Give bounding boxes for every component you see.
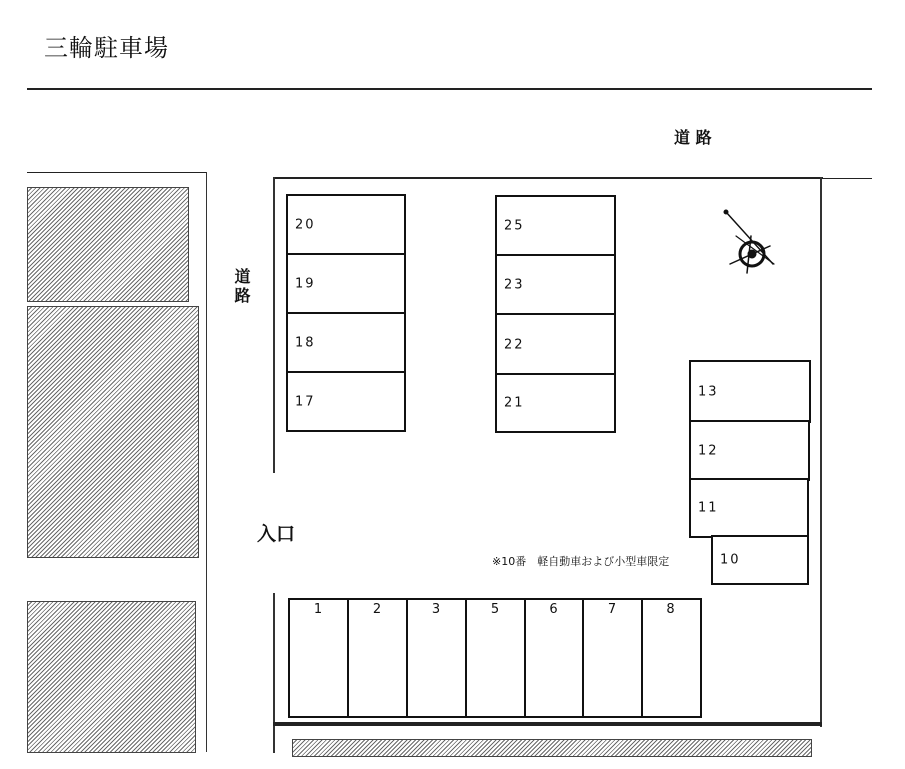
parking-space[interactable] [286, 371, 406, 432]
parking-space[interactable] [286, 194, 406, 256]
parking-space[interactable] [689, 420, 810, 481]
space-number: 11 [698, 500, 719, 516]
space-number: 18 [295, 335, 316, 351]
parking-space[interactable] [286, 253, 406, 315]
neighbor-building-3 [27, 601, 196, 753]
space-number: 19 [295, 276, 316, 292]
parking-space[interactable] [495, 313, 616, 376]
parking-space[interactable] [495, 195, 616, 257]
lot-left-boundary-upper [273, 177, 275, 473]
space-number: 7 [607, 602, 619, 617]
space-number: 8 [666, 602, 677, 617]
space-number: 2 [372, 602, 384, 617]
map-title: 三輪駐車場 [44, 34, 169, 62]
parking-space[interactable] [689, 360, 811, 423]
lot-bottom-boundary [273, 722, 822, 726]
lot-top-boundary-ext [822, 178, 872, 179]
space-number: 3 [431, 602, 443, 617]
lot-top-boundary [273, 177, 823, 179]
neighbor-building-2 [27, 306, 199, 558]
parking-space[interactable] [689, 478, 809, 538]
parking-space[interactable] [406, 598, 468, 718]
space-number: 20 [295, 217, 316, 233]
parking-space[interactable] [347, 598, 409, 718]
space-number: 13 [698, 384, 719, 399]
space-number: 6 [549, 602, 560, 617]
parking-space[interactable] [286, 312, 406, 374]
space-10-note: ※10番 軽自動車および小型車限定 [492, 555, 670, 568]
space-number: 21 [504, 395, 525, 411]
lot-left-boundary-lower [273, 593, 275, 753]
parking-space[interactable] [465, 598, 527, 718]
space-number: 22 [504, 337, 525, 352]
space-number: 12 [698, 443, 719, 458]
parking-space[interactable] [288, 598, 350, 718]
parking-space-small[interactable] [711, 535, 809, 585]
road-label-left: 道路 [232, 268, 251, 306]
neighbor-building-1 [27, 187, 189, 302]
space-number: 23 [504, 277, 525, 293]
parking-space[interactable] [495, 373, 616, 433]
parking-space[interactable] [524, 598, 585, 718]
entrance-label: 入口 [257, 523, 296, 545]
parking-space[interactable] [495, 254, 616, 316]
neighbor-building-bottom [292, 739, 812, 757]
parking-space[interactable] [641, 598, 702, 718]
lot-right-boundary [820, 177, 822, 727]
space-number: 10 [720, 552, 741, 568]
space-number: 1 [313, 602, 325, 617]
space-number: 17 [295, 394, 316, 409]
space-number: 5 [490, 602, 502, 617]
compass-rose-icon [716, 206, 782, 276]
neighbor-lot-boundary [206, 172, 207, 752]
road-top-edge [27, 88, 872, 90]
neighbor-lot-edge [27, 172, 207, 173]
space-number: 25 [504, 218, 525, 234]
road-label-top: 道 路 [674, 128, 712, 147]
parking-space[interactable] [582, 598, 644, 718]
